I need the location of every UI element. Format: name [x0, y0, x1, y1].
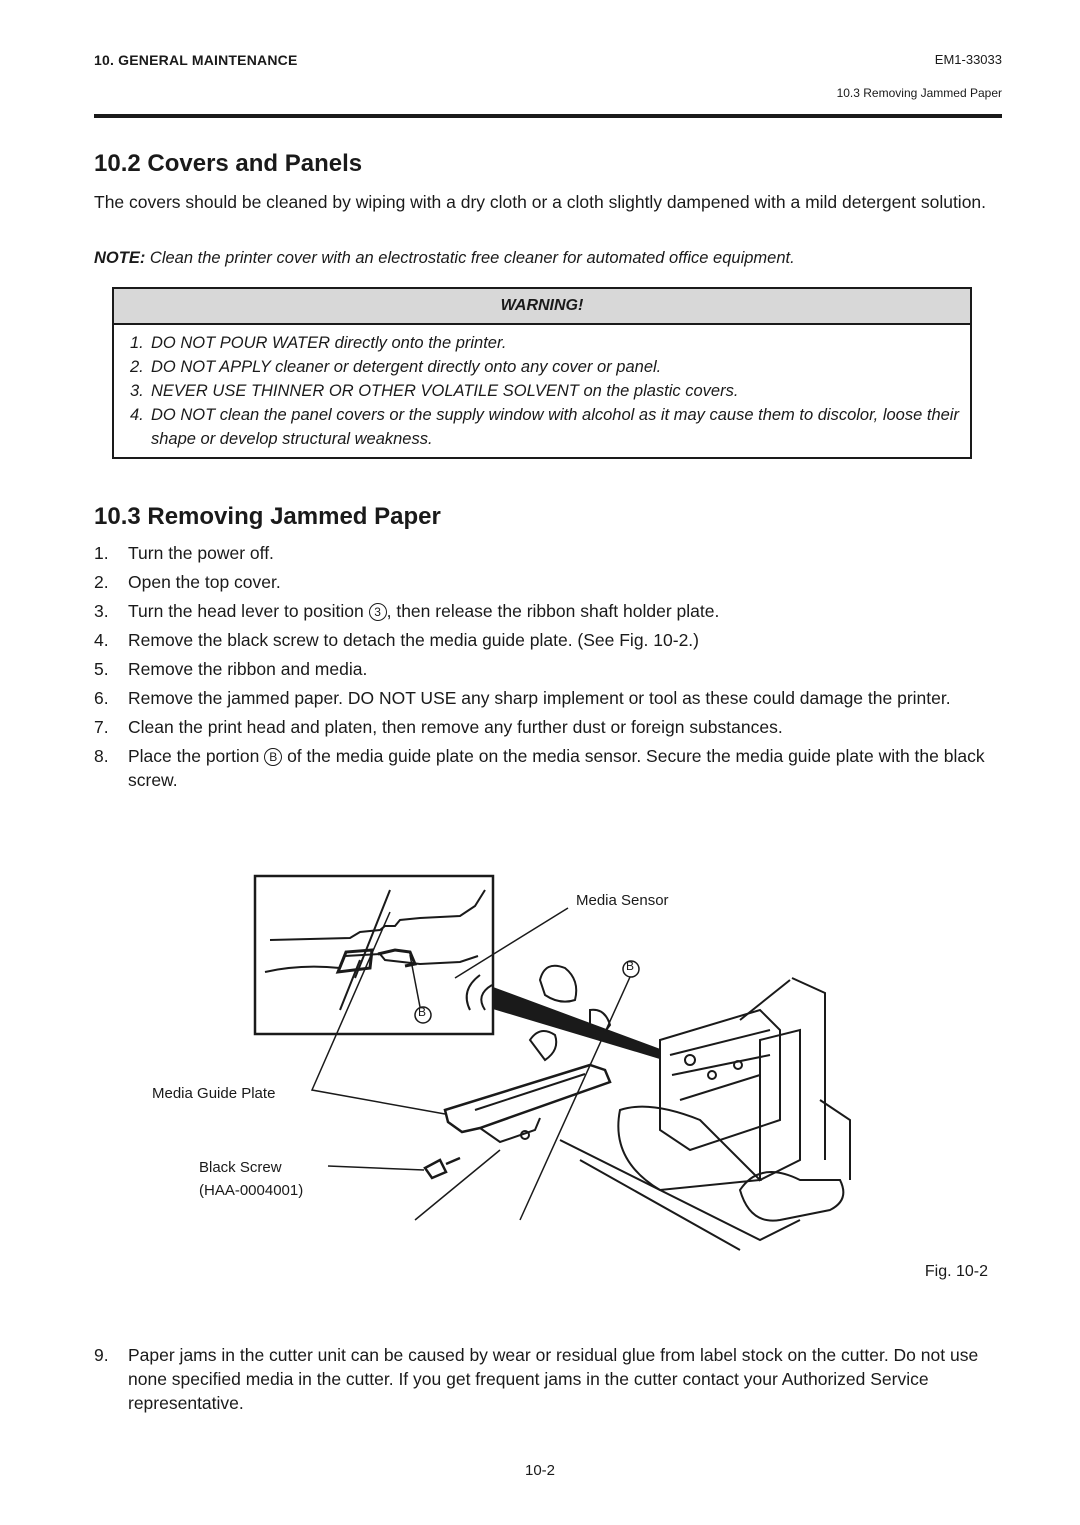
step-item: [94, 570, 1004, 594]
inset-slant-1: [355, 890, 390, 978]
warning-item-text: NEVER USE THINNER OR OTHER VOLATILE SOLVENT on the plastic covers.: [151, 382, 739, 400]
header-section-title: 10. GENERAL MAINTENANCE: [94, 52, 298, 68]
printer-frame-back: [792, 978, 825, 1160]
step-text: Clean the print head and platen, then remove any further dust or foreign substances.: [128, 717, 783, 737]
step-number: 5.: [94, 659, 109, 679]
warning-item: [130, 379, 970, 403]
warning-list: [114, 331, 970, 451]
inset-guide-plate: [338, 950, 372, 972]
inset-b-letter: B: [418, 1005, 427, 1019]
printer-illustration: [0, 860, 1080, 1260]
note-label: NOTE:: [94, 249, 146, 267]
step-item: [94, 628, 1004, 652]
media-sensor-label: Media Sensor: [576, 892, 669, 909]
note-text: Clean the printer cover with an electrostatic free cleaner for automated office equipment.: [145, 249, 795, 267]
inset-roller: [467, 975, 492, 1010]
warning-item: [130, 331, 970, 355]
warning-item-number: 1.: [130, 334, 144, 352]
covers-body: The covers should be cleaned by wiping with a dry cloth or a cloth slightly dampened with a mild detergent solution.: [94, 192, 987, 212]
step-text: Remove the ribbon and media.: [128, 659, 368, 679]
warning-item-number: 4.: [130, 406, 144, 424]
screw-leader: [328, 1166, 424, 1170]
holder-part-left: [530, 1031, 556, 1060]
jammed-step-9: [94, 1343, 1004, 1420]
sensor-leader: [455, 908, 568, 978]
black-screw-part-number: (HAA-0004001): [199, 1182, 304, 1199]
step-number: 3.: [94, 601, 109, 621]
media-guide-plate-label: Media Guide Plate: [152, 1085, 276, 1102]
header-rule: [94, 114, 1002, 118]
step-item: [94, 715, 1004, 739]
printer-bolt-1: [685, 1055, 695, 1065]
step-text: Remove the jammed paper. DO NOT USE any sharp implement or tool as these could damage the printer.: [128, 688, 951, 708]
step-text-post: of the media guide plate on the media sensor. Secure the media guide plate with the black screw.: [128, 746, 985, 790]
step-text: Remove the black screw to detach the media guide plate. (See Fig. 10-2.): [128, 630, 699, 650]
inset-cover-line: [270, 890, 485, 940]
step-number: 4.: [94, 630, 109, 650]
step-text: Paper jams in the cutter unit can be caused by wear or residual glue from label stock on the cutter. Do not use none specified media in the cutter. If you get frequent jams in the cutter contact your Authorized Service representative.: [128, 1345, 979, 1413]
step-item: [94, 744, 1004, 792]
step-number: 9.: [94, 1345, 109, 1365]
printer-head-detail: [670, 1030, 770, 1100]
jammed-steps: [94, 541, 1004, 797]
warning-item-text: DO NOT APPLY cleaner or detergent directly onto any cover or panel.: [151, 358, 662, 376]
header-subsection: 10.3 Removing Jammed Paper: [836, 86, 1002, 100]
step-text: Turn the power off.: [128, 543, 274, 563]
step-number: 2.: [94, 572, 109, 592]
black-screw: [425, 1158, 460, 1178]
step-text: [128, 599, 719, 623]
warning-item-text: DO NOT POUR WATER directly onto the printer.: [151, 334, 507, 352]
media-guide-slot: [475, 1074, 585, 1110]
warning-item: [130, 403, 970, 451]
printer-bolt-2: [708, 1071, 716, 1079]
warning-item: [130, 355, 970, 379]
page-number: 10-2: [524, 1462, 556, 1479]
main-b-letter: B: [626, 959, 635, 973]
warning-title: WARNING!: [114, 289, 970, 325]
warning-item-number: 3.: [130, 382, 144, 400]
holder-part-top: [540, 966, 576, 1002]
figure-10-2: [0, 860, 1080, 1260]
lower-leader: [415, 1150, 500, 1220]
step-item: [94, 599, 1004, 623]
step-text: [128, 744, 1004, 792]
callout-wedge: [493, 988, 660, 1058]
jammed-heading: 10.3 Removing Jammed Paper: [94, 503, 441, 530]
step-number: 7.: [94, 717, 109, 737]
portion-b-marker: B: [264, 748, 282, 766]
step-text-post: , then release the ribbon shaft holder plate.: [386, 601, 720, 621]
figure-caption: Fig. 10-2: [924, 1263, 988, 1280]
covers-heading: 10.2 Covers and Panels: [94, 150, 363, 177]
warning-box: [112, 287, 972, 459]
step-item: [94, 1343, 1004, 1415]
printer-base: [560, 1140, 800, 1250]
warning-item-text: DO NOT clean the panel covers or the supply window with alcohol as it may cause them to discolor, loose their shape or develop structural weakness.: [151, 406, 959, 448]
position-3-marker: 3: [369, 603, 387, 621]
step-number: 6.: [94, 688, 109, 708]
step-number: 8.: [94, 746, 109, 766]
step-item: [94, 686, 1004, 710]
printer-roller: [740, 1172, 843, 1221]
warning-item-number: 2.: [130, 358, 144, 376]
step-text-pre: Turn the head lever to position: [128, 601, 369, 621]
step-item: [94, 657, 1004, 681]
covers-note: [94, 249, 1004, 268]
media-guide-tab: [480, 1118, 540, 1142]
black-screw-label: Black Screw: [199, 1159, 282, 1176]
header-doc-code: EM1-33033: [934, 52, 1002, 67]
step-text: Open the top cover.: [128, 572, 281, 592]
step-item: [94, 541, 1004, 565]
step-text-pre: Place the portion: [128, 746, 265, 766]
step-number: 1.: [94, 543, 109, 563]
